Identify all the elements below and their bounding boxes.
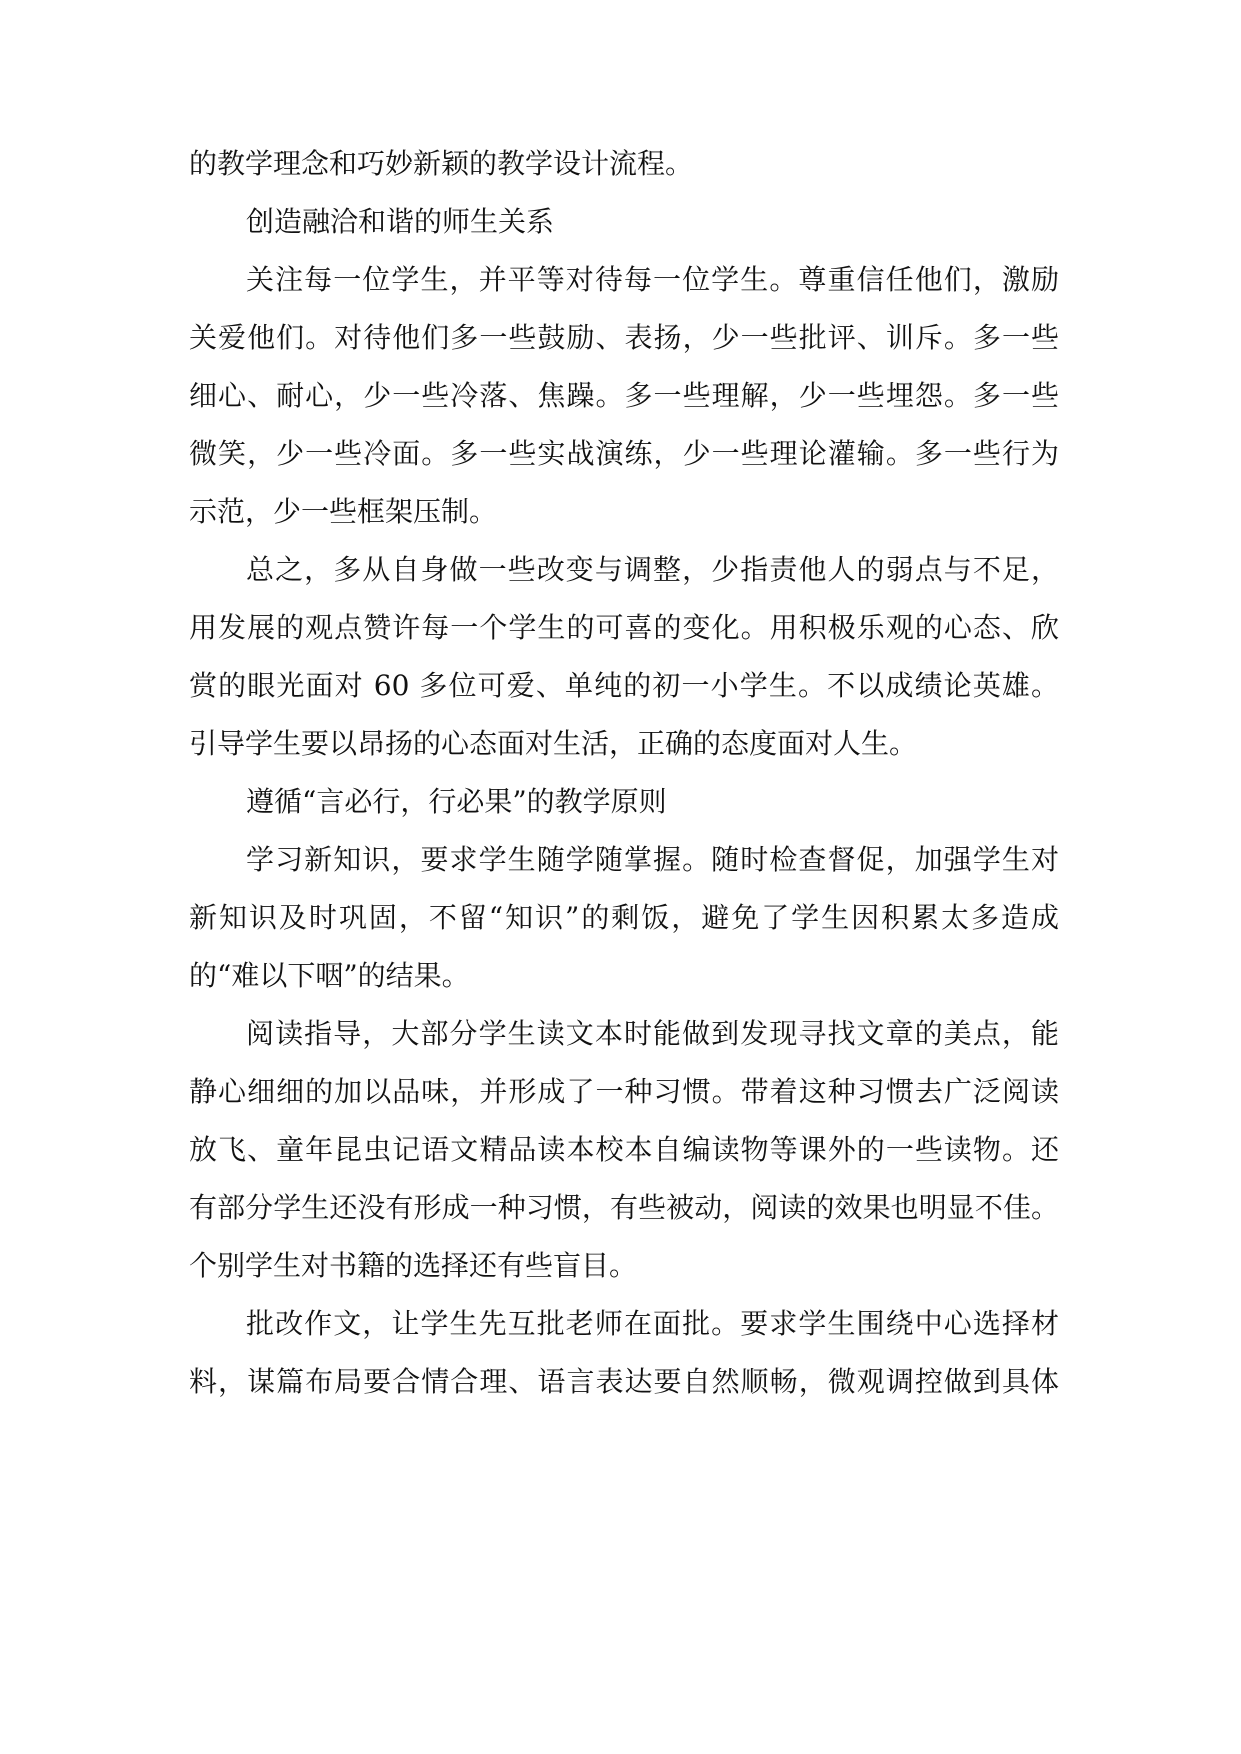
text-line: 引导学生要以昂扬的心态面对生活，正确的态度面对人生。 (189, 727, 918, 760)
text-line: 细心、耐心，少一些冷落、焦躁。多一些理解，少一些埋怨。多一些 (189, 379, 1059, 412)
text-line: 关注每一位学生，并平等对待每一位学生。尊重信任他们，激励 (246, 263, 1059, 296)
text-line: 赏的眼光面对 60 多位可爱、单纯的初一小学生。不以成绩论英雄。 (189, 669, 1059, 702)
text-line: 新知识及时巩固，不留“知识”的剩饭，避免了学生因积累太多造成 (189, 901, 1059, 934)
text-line: 个别学生对书籍的选择还有些盲目。 (189, 1249, 638, 1282)
text-line: 用发展的观点赞许每一个学生的可喜的变化。用积极乐观的心态、欣 (189, 611, 1059, 644)
text-line: 示范，少一些框架压制。 (189, 495, 498, 528)
text-line: 阅读指导，大部分学生读文本时能做到发现寻找文章的美点，能 (246, 1017, 1059, 1050)
text-line: 静心细细的加以品味，并形成了一种习惯。带着这种习惯去广泛阅读 (189, 1075, 1059, 1108)
text-line: 总之，多从自身做一些改变与调整，少指责他人的弱点与不足， (246, 553, 1059, 586)
text-line: 的“难以下咽”的结果。 (189, 959, 470, 992)
text-line: 批改作文，让学生先互批老师在面批。要求学生围绕中心选择材 (246, 1307, 1059, 1340)
text-line: 料，谋篇布局要合情合理、语言表达要自然顺畅，微观调控做到具体 (189, 1365, 1059, 1398)
text-line: 有部分学生还没有形成一种习惯，有些被动，阅读的效果也明显不佳。 (189, 1191, 1059, 1224)
text-line: 微笑，少一些冷面。多一些实战演练，少一些理论灌输。多一些行为 (189, 437, 1059, 470)
text-line: 关爱他们。对待他们多一些鼓励、表扬，少一些批评、训斥。多一些 (189, 321, 1059, 354)
section-heading: 遵循“言必行，行必果”的教学原则 (246, 785, 667, 818)
text-line: 的教学理念和巧妙新颖的教学设计流程。 (189, 147, 694, 180)
text-line: 学习新知识，要求学生随学随掌握。随时检查督促，加强学生对 (246, 843, 1059, 876)
section-heading: 创造融洽和谐的师生关系 (246, 205, 555, 238)
text-line: 放飞、童年昆虫记语文精品读本校本自编读物等课外的一些读物。还 (189, 1133, 1059, 1166)
